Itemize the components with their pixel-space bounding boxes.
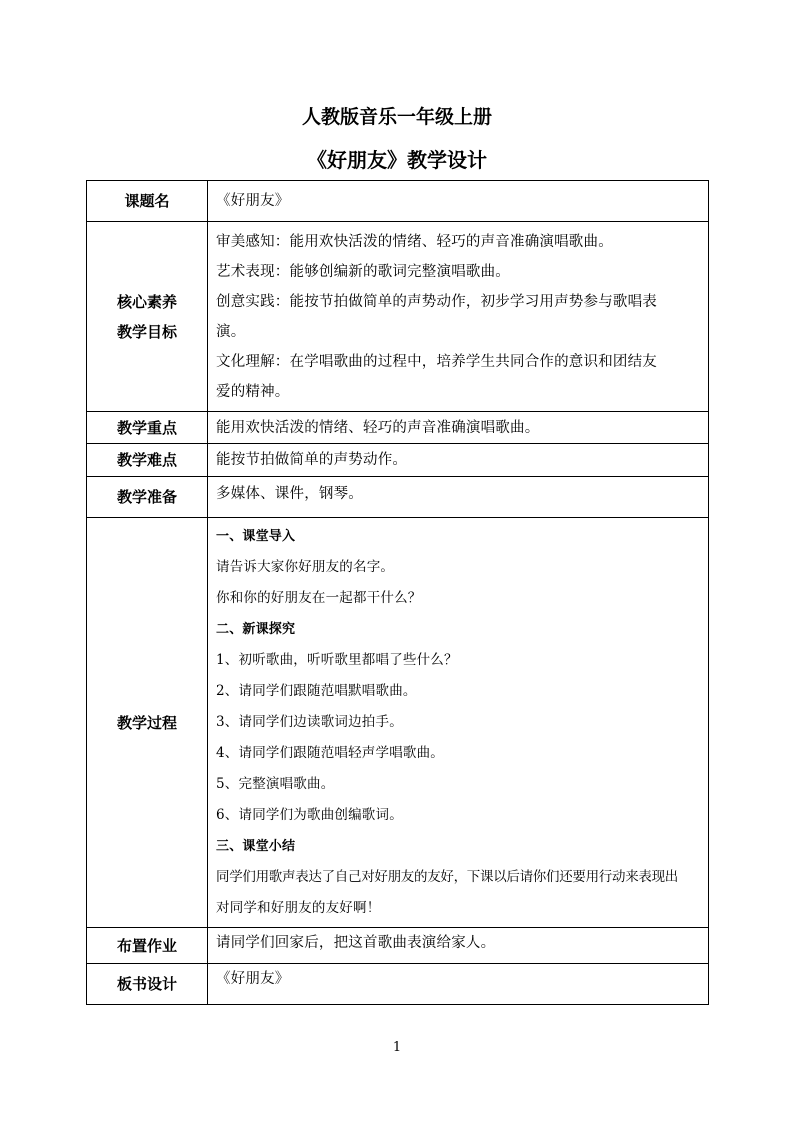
section-heading: 三、课堂小结 bbox=[216, 839, 296, 854]
goal-line: 艺术表现：能够创编新的歌词完整演唱歌曲。 bbox=[216, 263, 510, 280]
value-board: 《好朋友》 bbox=[208, 964, 709, 1005]
label-key-points: 教学重点 bbox=[87, 412, 208, 444]
label-goals bbox=[87, 222, 208, 412]
row-process bbox=[87, 518, 709, 928]
label-process: 教学过程 bbox=[87, 518, 208, 928]
row-key-points bbox=[87, 412, 709, 444]
label-homework: 布置作业 bbox=[87, 928, 208, 964]
label-goals-line1: 核心素养 bbox=[116, 292, 177, 311]
process-line: 5、完整演唱歌曲。 bbox=[216, 776, 335, 792]
value-topic: 《好朋友》 bbox=[208, 181, 709, 222]
value-goals bbox=[208, 222, 709, 412]
process-line: 6、请同学们为歌曲创编歌词。 bbox=[216, 807, 403, 823]
label-difficulties: 教学难点 bbox=[87, 444, 208, 477]
value-homework: 请同学们回家后，把这首歌曲表演给家人。 bbox=[208, 928, 709, 964]
label-topic: 课题名 bbox=[87, 181, 208, 222]
row-homework bbox=[87, 928, 709, 964]
section-heading: 二、新课探究 bbox=[216, 622, 296, 637]
row-goals bbox=[87, 222, 709, 412]
page-number: 1 bbox=[392, 1040, 402, 1055]
lesson-plan-table bbox=[86, 180, 709, 1005]
process-line: 对同学和好朋友的友好啊！ bbox=[216, 900, 381, 916]
process-line: 你和你的好朋友在一起都干什么？ bbox=[216, 590, 422, 606]
process-line: 3、请同学们边读歌词边拍手。 bbox=[216, 714, 403, 730]
process-line: 请告诉大家你好朋友的名字。 bbox=[216, 559, 395, 575]
value-difficulties: 能按节拍做简单的声势动作。 bbox=[208, 444, 709, 477]
goal-line: 审美感知：能用欢快活泼的情绪、轻巧的声音准确演唱歌曲。 bbox=[216, 233, 613, 250]
document-subtitle: 《好朋友》教学设计 bbox=[307, 148, 487, 172]
label-preparation: 教学准备 bbox=[87, 477, 208, 518]
label-board: 板书设计 bbox=[87, 964, 208, 1005]
value-preparation: 多媒体、课件，钢琴。 bbox=[208, 477, 709, 518]
process-line: 2、请同学们跟随范唱默唱歌曲。 bbox=[216, 683, 417, 699]
goal-line: 创意实践：能按节拍做简单的声势动作，初步学习用声势参与歌唱表 bbox=[216, 293, 657, 310]
document-title: 人教版音乐一年级上册 bbox=[301, 106, 492, 128]
row-board bbox=[87, 964, 709, 1005]
process-line: 4、请同学们跟随范唱轻声学唱歌曲。 bbox=[216, 745, 444, 761]
section-heading: 一、课堂导入 bbox=[216, 529, 296, 544]
goal-line: 演。 bbox=[216, 323, 246, 340]
value-process bbox=[208, 518, 709, 928]
goal-line: 文化理解：在学唱歌曲的过程中，培养学生共同合作的意识和团结友 bbox=[216, 353, 657, 370]
row-preparation bbox=[87, 477, 709, 518]
row-difficulties bbox=[87, 444, 709, 477]
process-line: 1、初听歌曲，听听歌里都唱了些什么？ bbox=[216, 652, 458, 668]
value-key-points: 能用欢快活泼的情绪、轻巧的声音准确演唱歌曲。 bbox=[208, 412, 709, 444]
process-line: 同学们用歌声表达了自己对好朋友的友好，下课以后请你们还要用行动来表现出 bbox=[216, 869, 678, 885]
label-goals-line2: 教学目标 bbox=[116, 322, 177, 341]
row-topic bbox=[87, 181, 709, 222]
goal-line: 爱的精神。 bbox=[216, 383, 290, 400]
